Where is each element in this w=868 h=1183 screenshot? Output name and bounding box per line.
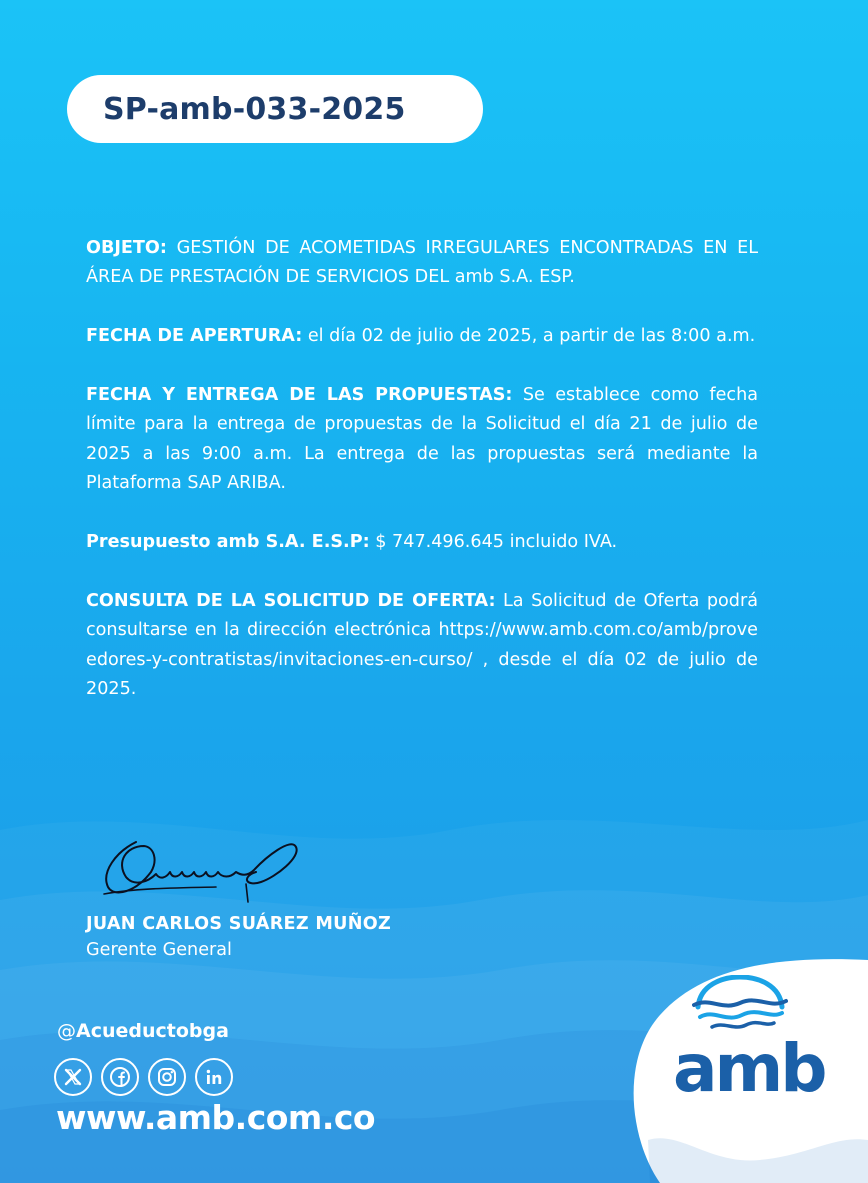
objeto-text: GESTIÓN DE ACOMETIDAS IRREGULARES ENCONTRADAS EN EL ÁREA DE PRESTACIÓN DE SERVICIOS DEL amb S.A. ESP.: [86, 238, 758, 288]
presupuesto-label: Presupuesto amb S.A. E.S.P:: [86, 532, 370, 553]
consulta-text: La Solicitud de Oferta podrá consultarse en la dirección electrónica: [86, 590, 758, 641]
linkedin-icon[interactable]: [195, 1058, 233, 1096]
presupuesto-text: $ 747.496.645 incluido IVA.: [375, 532, 618, 553]
entrega-label: FECHA Y ENTREGA DE LAS PROPUESTAS:: [86, 385, 513, 405]
consulta-url-link[interactable]: https://www.amb.com.co/amb/proveedores-y-contratistas/invitaciones-en-curso/: [86, 620, 758, 670]
facebook-icon[interactable]: [101, 1058, 139, 1096]
signature-image: [96, 832, 306, 910]
handle-text: Acueductobga: [76, 1020, 229, 1042]
social-handle[interactable]: [57, 1020, 229, 1042]
amb-logo-text: amb: [673, 1030, 825, 1107]
instagram-icon[interactable]: [148, 1058, 186, 1096]
website-link[interactable]: www.amb.com.co: [56, 1098, 376, 1137]
entrega-paragraph: [86, 381, 758, 499]
amb-logo-waves-icon: [692, 975, 788, 1033]
x-icon[interactable]: [54, 1058, 92, 1096]
apertura-label: FECHA DE APERTURA:: [86, 326, 303, 347]
signer-name: JUAN CARLOS SUÁREZ MUÑOZ: [86, 914, 392, 934]
consulta-label: CONSULTA DE LA SOLICITUD DE OFERTA:: [86, 590, 496, 611]
signer-title: Gerente General: [86, 940, 232, 960]
reference-code-badge: [67, 75, 483, 143]
presupuesto-paragraph: [86, 528, 758, 557]
entrega-text: Se establece como fecha límite para la entrega de propuestas de la Solicitud el día 21 de julio de 2025 a las 9:00 a.m. La entrega de las propuestas será mediante la Plataforma SAP ARIBA.: [86, 385, 759, 494]
announcement-body: [86, 234, 758, 734]
apertura-text: el día 02 de julio de 2025, a partir de las 8:00 a.m.: [307, 326, 756, 347]
objeto-label: OBJETO:: [86, 238, 167, 258]
social-icons: [54, 1058, 233, 1096]
objeto-paragraph: [86, 234, 758, 293]
handle-at: @: [57, 1020, 76, 1042]
reference-code: SP-amb-033-2025: [103, 91, 406, 127]
consulta-text-after: , desde el día 02 de julio de 2025.: [86, 649, 758, 700]
consulta-paragraph: [86, 587, 758, 705]
signer-block: [86, 911, 391, 963]
apertura-paragraph: [86, 322, 758, 351]
